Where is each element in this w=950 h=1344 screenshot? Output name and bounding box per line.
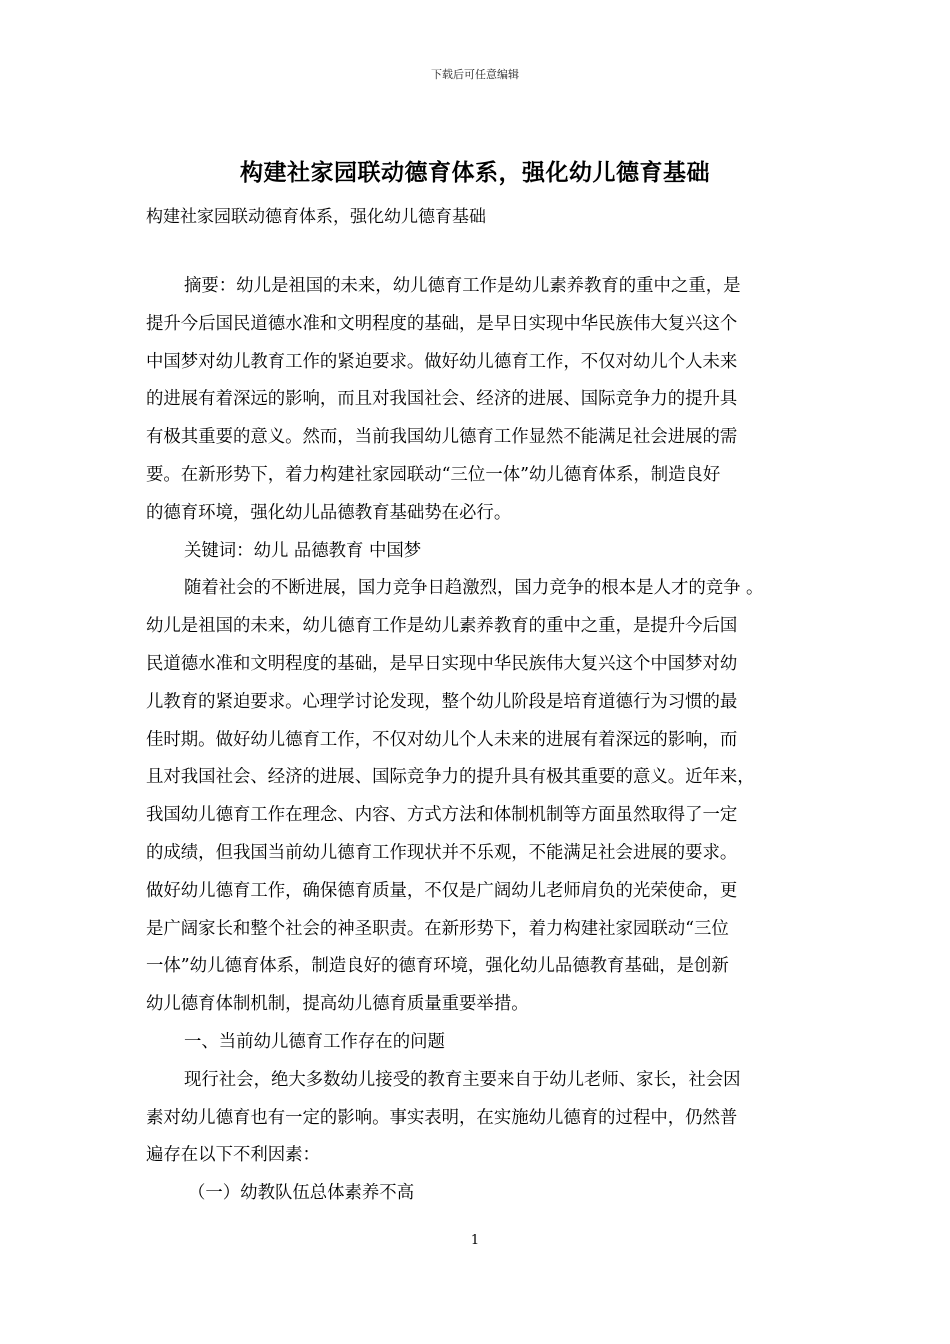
paragraph-line: 民道德水准和文明程度的基础，是早日实现中华民族伟大复兴这个中国梦对幼 <box>146 653 738 674</box>
abstract-line: 有极其重要的意义。然而，当前我国幼儿德育工作显然不能满足社会进展的需 <box>146 427 738 448</box>
paragraph-line: 幼儿是祖国的未来，幼儿德育工作是幼儿素养教育的重中之重，是提升今后国 <box>146 616 738 637</box>
keywords-line: 关键词：幼儿 品德教育 中国梦 <box>184 540 422 561</box>
abstract-line: 摘要：幼儿是祖国的未来，幼儿德育工作是幼儿素养教育的重中之重，是 <box>184 276 741 296</box>
subsection-heading: （一）幼教队伍总体素养不高 <box>188 1183 415 1204</box>
paragraph-line: 现行社会，绝大多数幼儿接受的教育主要来自于幼儿老师、家长，社会因 <box>184 1069 741 1090</box>
document-body <box>146 268 806 1213</box>
abstract-line: 要。在新形势下，着力构建社家园联动“三位一体”幼儿德育体系，制造良好 <box>146 464 721 485</box>
paragraph-line: 儿教育的紧迫要求。心理学讨论发现，整个幼儿阶段是培育道德行为习惯的最 <box>146 691 738 712</box>
paragraph-line: 一体”幼儿德育体系，制造良好的德育环境，强化幼儿品德教育基础，是创新 <box>146 956 729 977</box>
section-heading: 一、当前幼儿德育工作存在的问题 <box>184 1031 445 1052</box>
paragraph-line: 我国幼儿德育工作在理念、内容、方式方法和体制机制等方面虽然取得了一定 <box>146 805 738 826</box>
abstract-line: 提升今后国民道德水准和文明程度的基础，是早日实现中华民族伟大复兴这个 <box>146 313 738 334</box>
page-number: 1 <box>470 1233 480 1248</box>
abstract-line: 的进展有着深远的影响，而且对我国社会、经济的进展、国际竞争力的提升具 <box>146 389 738 410</box>
paragraph-line: 是广阔家长和整个社会的神圣职责。在新形势下，着力构建社家园联动“三位 <box>146 918 729 939</box>
paragraph-line: 且对我国社会、经济的进展、国际竞争力的提升具有极其重要的意义。近年来， <box>146 767 755 788</box>
page-header: 下载后可任意编辑 <box>431 68 519 81</box>
abstract-line: 中国梦对幼儿教育工作的紧迫要求。做好幼儿德育工作，不仅对幼儿个人未来 <box>146 351 738 372</box>
paragraph-line: 做好幼儿德育工作，确保德育质量，不仅是广阔幼儿老师肩负的光荣使命，更 <box>146 880 738 901</box>
document-title: 构建社家园联动德育体系，强化幼儿德育基础 <box>240 160 710 186</box>
paragraph-line: 的成绩，但我国当前幼儿德育工作现状并不乐观，不能满足社会进展的要求。 <box>146 842 738 863</box>
paragraph-line: 素对幼儿德育也有一定的影响。事实表明，在实施幼儿德育的过程中，仍然普 <box>146 1107 738 1128</box>
paragraph-line: 遍存在以下不利因素： <box>146 1145 320 1166</box>
paragraph-line: 幼儿德育体制机制，提高幼儿德育质量重要举措。 <box>146 994 529 1015</box>
paragraph-line: 随着社会的不断进展，国力竞争日趋激烈，国力竞争的根本是人才的竞争 。 <box>184 578 764 599</box>
paragraph-line: 佳时期。做好幼儿德育工作，不仅对幼儿个人未来的进展有着深远的影响，而 <box>146 729 738 750</box>
abstract-line: 的德育环境，强化幼儿品德教育基础势在必行。 <box>146 502 512 523</box>
document-subtitle: 构建社家园联动德育体系，强化幼儿德育基础 <box>146 207 486 227</box>
